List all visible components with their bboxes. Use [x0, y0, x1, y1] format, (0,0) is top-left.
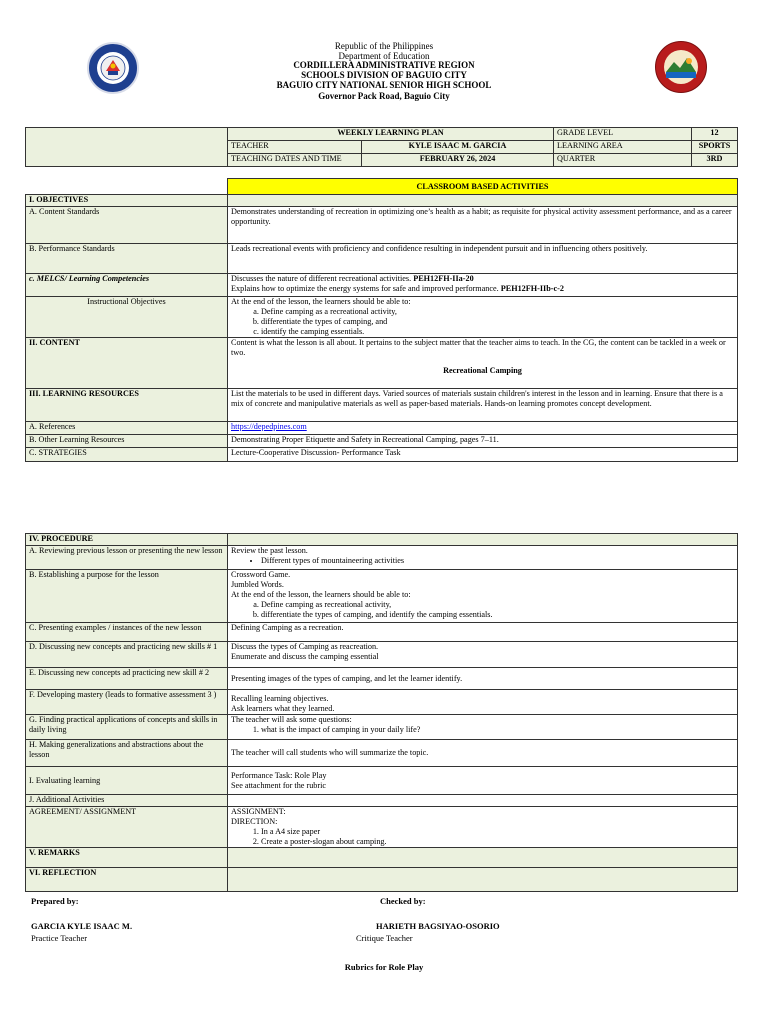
instructional-objectives-text: At the end of the lesson, the learners should be able to: a. Define camping as a recreational activity, b. differentiate the types of camping, and c. identify the camping essentials.	[228, 297, 738, 338]
content-cell	[228, 338, 738, 389]
learning-area-value: SPORTS	[692, 141, 738, 154]
procedure-c-label: C. Presenting examples / instances of the new lesson	[26, 623, 228, 642]
melcs-label: c. MELCS/ Learning Competencies	[26, 274, 228, 297]
procedure-e-text: Presenting images of the types of camping, and let the learner identify.	[228, 668, 738, 690]
wlp-title: WEEKLY LEARNING PLAN	[228, 128, 554, 141]
procedure-i-label: I. Evaluating learning	[26, 767, 228, 795]
procedure-c-text: Defining Camping as a recreation.	[228, 623, 738, 642]
info-table	[25, 127, 738, 167]
procedure-d-label: D. Discussing new concepts and practicing new skills # 1	[26, 642, 228, 668]
agreement-label: AGREEMENT/ ASSIGNMENT	[26, 807, 228, 848]
procedure-e-label: E. Discussing new concepts ad practicing new skill # 2	[26, 668, 228, 690]
procedure-b-text: Crossword Game. Jumbled Words. At the end of the lesson, the learners should be able to: a. Define camping as recreational activity, b. differentiate the types of camping, and identify the camping essentials.	[228, 570, 738, 623]
procedure-i-text: Performance Task: Role Play See attachment for the rubric	[228, 767, 738, 795]
quarter-value: 3RD	[692, 154, 738, 167]
remarks-heading: V. REMARKS	[26, 848, 228, 868]
checked-by-label: Checked by:	[380, 896, 426, 906]
procedure-g-label: G. Finding practical applications of concepts and skills in daily living	[26, 715, 228, 740]
reflection-heading: VI. REFLECTION	[26, 868, 228, 892]
performance-standards-text: Leads recreational events with proficiency and confidence resulting in independent pursuit and in influencing others positively.	[228, 244, 738, 274]
teaching-dates-label: TEACHING DATES AND TIME	[228, 154, 362, 167]
procedure-b-label: B. Establishing a purpose for the lesson	[26, 570, 228, 623]
prepared-by-label: Prepared by:	[31, 896, 79, 906]
teaching-dates-value: FEBRUARY 26, 2024	[362, 154, 554, 167]
melcs-code-2: PEH12FH-IIb-c-2	[500, 284, 564, 293]
agreement-text: ASSIGNMENT: DIRECTION: 1. In a A4 size paper 2. Create a poster-slogan about camping.	[228, 807, 738, 848]
content-topic: Recreational Camping	[443, 366, 522, 375]
procedure-a-text: Review the past lesson. • Different types of mountaineering activities	[228, 546, 738, 570]
procedure-table	[25, 533, 738, 892]
header-region: CORDILLERA ADMINISTRATIVE REGION	[293, 60, 475, 70]
learning-resources-heading: III. LEARNING RESOURCES	[26, 389, 228, 422]
content-heading: II. CONTENT	[26, 338, 228, 389]
activities-header: CLASSROOM BASED ACTIVITIES	[228, 179, 738, 195]
header-address: Governor Pack Road, Baguio City	[318, 91, 450, 101]
instructional-objectives-label: Instructional Objectives	[26, 297, 228, 338]
strategies-label: C. STRATEGIES	[26, 448, 228, 462]
procedure-h-label: H. Making generalizations and abstractions about the lesson	[26, 740, 228, 767]
rubrics-title: Rubrics for Role Play	[344, 962, 424, 972]
learning-resources-text: List the materials to be used in different days. Varied sources of materials sustain children's interest in the lesson and in learning. Ensure that there is a mix of concrete and manipulative materials as well as paper-based materials. Hands-on learning promotes concept development.	[228, 389, 738, 422]
quarter-label: QUARTER	[554, 154, 692, 167]
header-department: Department of Education	[338, 51, 430, 61]
content-standards-text: Demonstrates understanding of recreation in optimizing one’s health as a habit; as requisite for physical activity assessment performance, and as a career opportunity.	[228, 207, 738, 244]
header-division: SCHOOLS DIVISION OF BAGUIO CITY	[301, 70, 467, 80]
procedure-j-label: J. Additional Activities	[26, 795, 228, 807]
teacher-value: KYLE ISAAC M. GARCIA	[362, 141, 554, 154]
grade-level-value: 12	[692, 128, 738, 141]
grade-level-label: GRADE LEVEL	[554, 128, 692, 141]
procedure-g-text: The teacher will ask some questions: 1. what is the impact of camping in your daily life?	[228, 715, 738, 740]
procedure-d-text: Discuss the types of Camping as reacreation. Enumerate and discuss the camping essential	[228, 642, 738, 668]
references-link[interactable]: https://depedpines.com	[231, 422, 307, 431]
performance-standards-label: B. Performance Standards	[26, 244, 228, 274]
prepared-by-name: GARCIA KYLE ISAAC M.	[31, 921, 133, 931]
prepared-by-role: Practice Teacher	[31, 933, 88, 943]
other-resources-label: B. Other Learning Resources	[26, 435, 228, 448]
procedure-heading: IV. PROCEDURE	[26, 534, 228, 546]
content-standards-label: A. Content Standards	[26, 207, 228, 244]
checked-by-name: HARIETH BAGSIYAO-OSORIO	[376, 921, 500, 931]
info-blank-cell	[26, 128, 228, 167]
objective-item: c. identify the camping essentials.	[261, 327, 734, 337]
objective-item: b. differentiate the types of camping, and	[261, 317, 734, 327]
objective-item: a. Define camping as a recreational activity,	[261, 307, 734, 317]
procedure-h-text: The teacher will call students who will summarize the topic.	[228, 740, 738, 767]
other-resources-text: Demonstrating Proper Etiquette and Safety in Recreational Camping, pages 7–11.	[228, 435, 738, 448]
content-description: Content is what the lesson is all about. It pertains to the subject matter that the teacher aims to teach. In the CG, the content can be tackled in a week or two.	[231, 338, 726, 357]
header-school: BAGUIO CITY NATIONAL SENIOR HIGH SCHOOL	[276, 80, 492, 90]
checked-by-role: Critique Teacher	[356, 933, 413, 943]
learning-area-label: LEARNING AREA	[554, 141, 692, 154]
procedure-f-label: F. Developing mastery (leads to formative assessment 3 )	[26, 690, 228, 715]
melcs-text: Discusses the nature of different recreational activities. PEH12FH-IIa-20 Explains how to optimize the energy systems for safe and improved performance. PEH12FH-IIb-c-2	[228, 274, 738, 297]
plan-table	[25, 178, 738, 462]
objectives-heading: I. OBJECTIVES	[26, 195, 228, 207]
strategies-text: Lecture-Cooperative Discussion- Performance Task	[228, 448, 738, 462]
header-republic: Republic of the Philippines	[334, 41, 434, 51]
references-label: A. References	[26, 422, 228, 435]
procedure-f-text: Recalling learning objectives. Ask learners what they learned.	[228, 690, 738, 715]
teacher-label: TEACHER	[228, 141, 362, 154]
procedure-a-label: A. Reviewing previous lesson or presenting the new lesson	[26, 546, 228, 570]
melcs-code-1: PEH12FH-IIa-20	[413, 274, 474, 283]
